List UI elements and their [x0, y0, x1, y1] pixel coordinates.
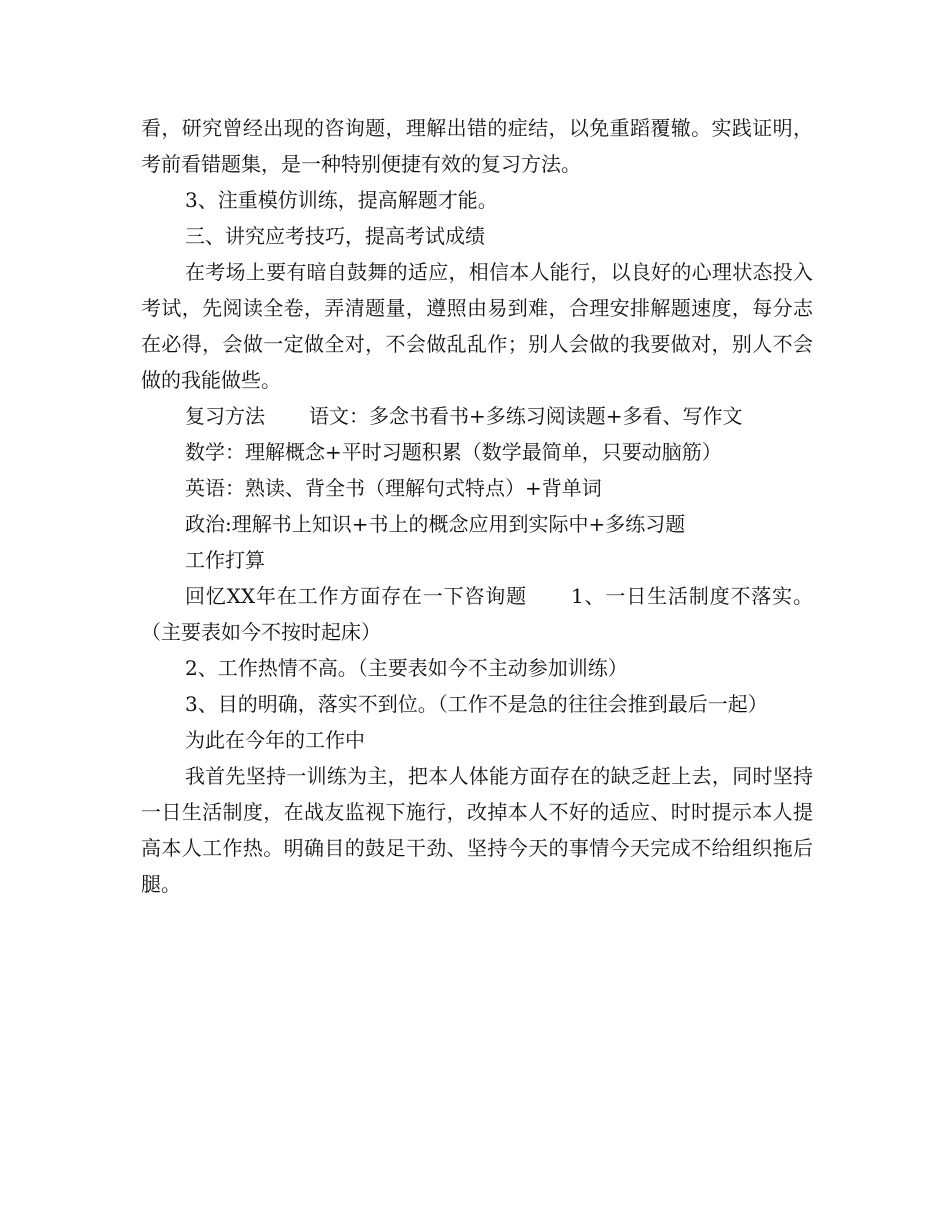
paragraph-review-method	[141, 398, 813, 434]
section-heading-exam-skills: 三、讲究应考技巧，提高考试成绩	[185, 224, 485, 248]
paragraph-exam-mindset: 在考场上要有暗自鼓舞的适应，相信本人能行，以良好的心理状态投入考试，先阅读全卷，弄清题量，遵照由易到难，合理安排解题速度，每分志在必得，会做一定做全对，不会做乱乱作；别人会做的我要做对，别人不会做的我能做些。	[141, 260, 813, 392]
issue-item-2: 2、工作热情不高。（主要表如今不主动参加训练）	[185, 656, 628, 680]
review-issues-item1: 1、一日生活制度不落实。（主要表如今不按时起床）	[141, 584, 813, 644]
paragraph-this-year: 为此在今年的工作中	[185, 728, 365, 752]
issue-item-3: 3、目的明确，落实不到位。（工作不是急的往往会推到最后一起）	[185, 692, 768, 716]
paragraph-review-issues	[141, 578, 813, 650]
review-method-label: 复习方法	[185, 404, 265, 428]
paragraph-commitment: 我首先坚持一训练为主，把本人体能方面存在的缺乏赶上去，同时坚持一日生活制度，在战友监视下施行，改掉本人不好的适应、时时提示本人提高本人工作热。明确目的鼓足干劲、坚持今天的事情今天完成不给组织拖后腿。	[141, 764, 813, 896]
paragraph-imitation-training: 3、注重模仿训练，提高解题才能。	[185, 188, 498, 212]
document-body	[141, 110, 813, 902]
subject-politics: 政治:理解书上知识+书上的概念应用到实际中+多练习题	[185, 512, 686, 536]
work-plan-title: 工作打算	[185, 548, 265, 572]
paragraph-error-collection: 看，研究曾经出现的咨询题，理解出错的症结，以免重蹈覆辙。实践证明，考前看错题集，是一种特别便捷有效的复习方法。	[141, 116, 813, 176]
review-issues-lead: 回忆XX年在工作方面存在一下咨询题	[185, 584, 527, 608]
subject-english: 英语：熟读、背全书（理解句式特点）+背单词	[185, 476, 602, 500]
review-method-chinese: 语文：多念书看书+多练习阅读题+多看、写作文	[309, 404, 743, 428]
subject-math: 数学：理解概念+平时习题积累（数学最简单，只要动脑筋）	[185, 440, 722, 464]
